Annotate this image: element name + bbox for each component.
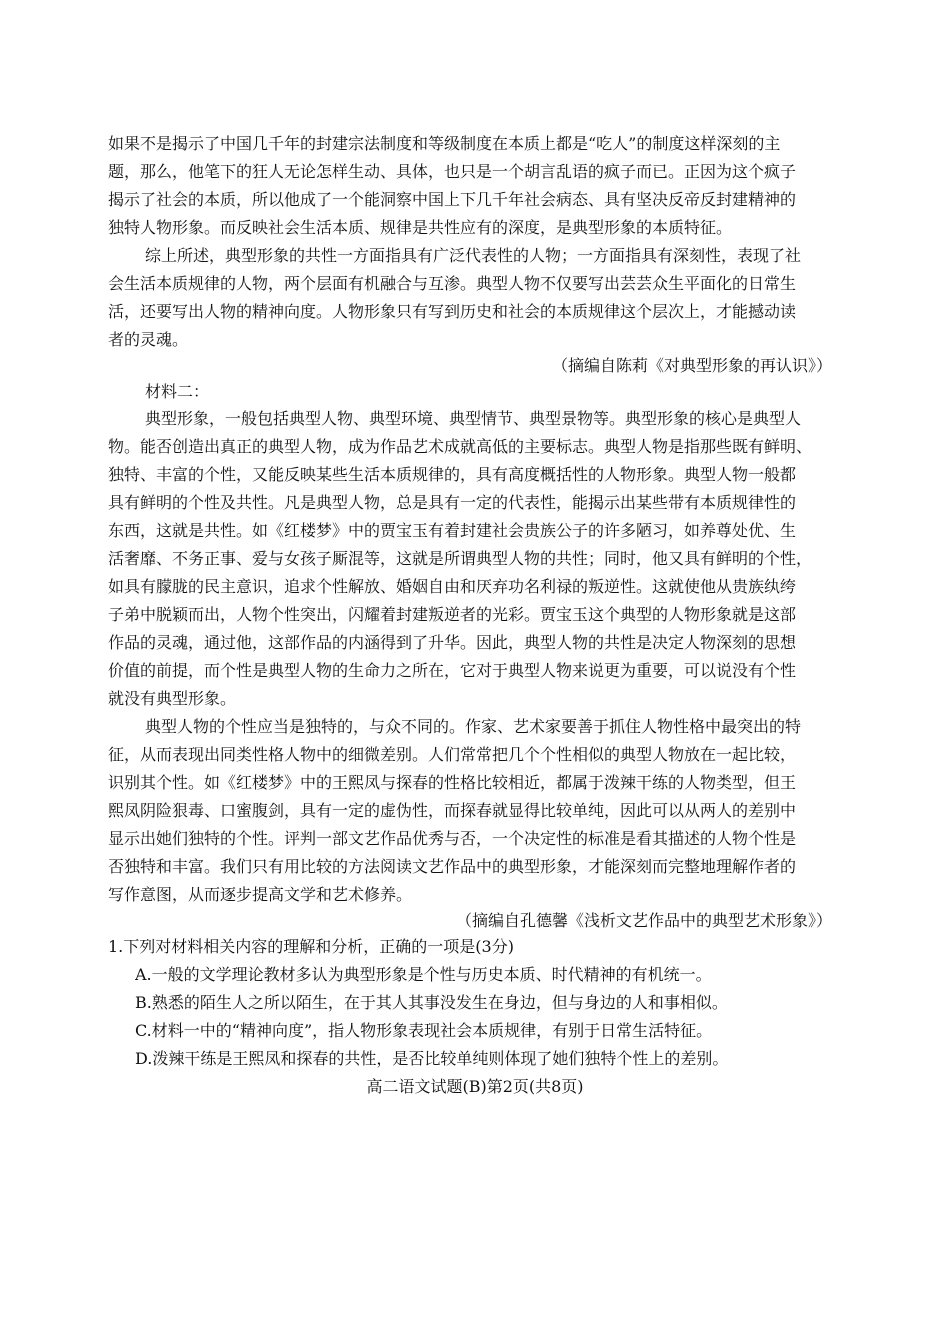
page-footer: 高二语文试题(B)第2页(共8页) bbox=[366, 1077, 584, 1096]
text-line: 如具有朦胧的民主意识，追求个性解放、婚姻自由和厌弃功名利禄的叛逆性。这就使他从贵族纨绔 bbox=[108, 577, 797, 596]
text-line: 揭示了社会的本质，所以他成了一个能洞察中国上下几千年社会病态、具有坚决反帝反封建精神的 bbox=[108, 190, 797, 209]
text-line: 物。能否创造出真正的典型人物，成为作品艺术成就高低的主要标志。典型人物是指那些既有鲜明、 bbox=[108, 437, 813, 456]
text-line: 典型人物的个性应当是独特的，与众不同的。作家、艺术家要善于抓住人物性格中最突出的特 bbox=[145, 717, 802, 736]
text-line: 活奢靡、不务正事、爱与女孩子厮混等，这就是所谓典型人物的共性；同时，他又具有鲜明的个性， bbox=[108, 549, 813, 568]
option-a: A.一般的文学理论教材多认为典型形象是个性与历史本质、时代精神的有机统一。 bbox=[135, 965, 712, 984]
text-line: 显示出她们独特的个性。评判一部文艺作品优秀与否，一个决定性的标准是看其描述的人物个性是 bbox=[108, 829, 797, 848]
text-line: 东西，这就是共性。如《红楼梦》中的贾宝玉有着封建社会贵族公子的许多陋习，如养尊处优、生 bbox=[108, 521, 797, 540]
text-line: 独特人物形象。而反映社会生活本质、规律是共性应有的深度，是典型形象的本质特征。 bbox=[108, 218, 733, 237]
source-citation: （摘编自孔德馨《浅析文艺作品中的典型艺术形象》） bbox=[455, 911, 832, 930]
text-line: 子弟中脱颖而出，人物个性突出，闪耀着封建叛逆者的光彩。贾宝玉这个典型的人物形象就是这部 bbox=[108, 605, 797, 624]
source-citation: （摘编自陈莉《对典型形象的再认识》） bbox=[551, 356, 832, 375]
text-line: 如果不是揭示了中国几千年的封建宗法制度和等级制度在本质上都是“吃人”的制度这样深刻的主 bbox=[108, 134, 781, 153]
question-stem: 1.下列对材料相关内容的理解和分析，正确的一项是(3分) bbox=[108, 937, 514, 956]
text-line: 价值的前提，而个性是典型人物的生命力之所在，它对于典型人物来说更为重要，可以说没有个性 bbox=[108, 661, 797, 680]
text-line: 典型形象，一般包括典型人物、典型环境、典型情节、典型景物等。典型形象的核心是典型人 bbox=[145, 409, 802, 428]
text-line: 综上所述，典型形象的共性一方面指具有广泛代表性的人物；一方面指具有深刻性，表现了社 bbox=[145, 246, 802, 265]
text-line: 作品的灵魂，通过他，这部作品的内涵得到了升华。因此，典型人物的共性是决定人物深刻的思想 bbox=[108, 633, 797, 652]
option-b: B.熟悉的陌生人之所以陌生，在于其人其事没发生在身边，但与身边的人和事相似。 bbox=[135, 993, 728, 1012]
option-c: C.材料一中的“精神向度”，指人物形象表现社会本质规律，有别于日常生活特征。 bbox=[135, 1021, 713, 1040]
text-line: 独特、丰富的个性，又能反映某些生活本质规律的，具有高度概括性的人物形象。典型人物一般都 bbox=[108, 465, 797, 484]
text-line: 会生活本质规律的人物，两个层面有机融合与互渗。典型人物不仅要写出芸芸众生平面化的日常生 bbox=[108, 274, 797, 293]
option-d: D.泼辣干练是王熙凤和探春的共性，是否比较单纯则体现了她们独特个性上的差别。 bbox=[135, 1049, 729, 1068]
text-line: 征，从而表现出同类性格人物中的细微差别。人们常常把几个个性相似的典型人物放在一起比较， bbox=[108, 745, 797, 764]
text-line: 否独特和丰富。我们只有用比较的方法阅读文艺作品中的典型形象，才能深刻而完整地理解作者的 bbox=[108, 857, 797, 876]
text-line: 题，那么，他笔下的狂人无论怎样生动、具体，也只是一个胡言乱语的疯子而已。正因为这个疯子 bbox=[108, 162, 797, 181]
text-line: 写作意图，从而逐步提高文学和艺术修养。 bbox=[108, 885, 413, 904]
material-heading: 材料二： bbox=[145, 382, 210, 401]
text-line: 就没有典型形象。 bbox=[108, 689, 237, 708]
text-line: 活，还要写出人物的精神向度。人物形象只有写到历史和社会的本质规律这个层次上，才能撼动读 bbox=[108, 302, 797, 321]
text-line: 者的灵魂。 bbox=[108, 330, 189, 349]
text-line: 识别其个性。如《红楼梦》中的王熙凤与探春的性格比较相近，都属于泼辣干练的人物类型，但王 bbox=[108, 773, 797, 792]
text-line: 熙凤阴险狠毒、口蜜腹剑，具有一定的虚伪性，而探春就显得比较单纯，因此可以从两人的差别中 bbox=[108, 801, 797, 820]
text-line: 具有鲜明的个性及共性。凡是典型人物，总是具有一定的代表性，能揭示出某些带有本质规律性的 bbox=[108, 493, 797, 512]
